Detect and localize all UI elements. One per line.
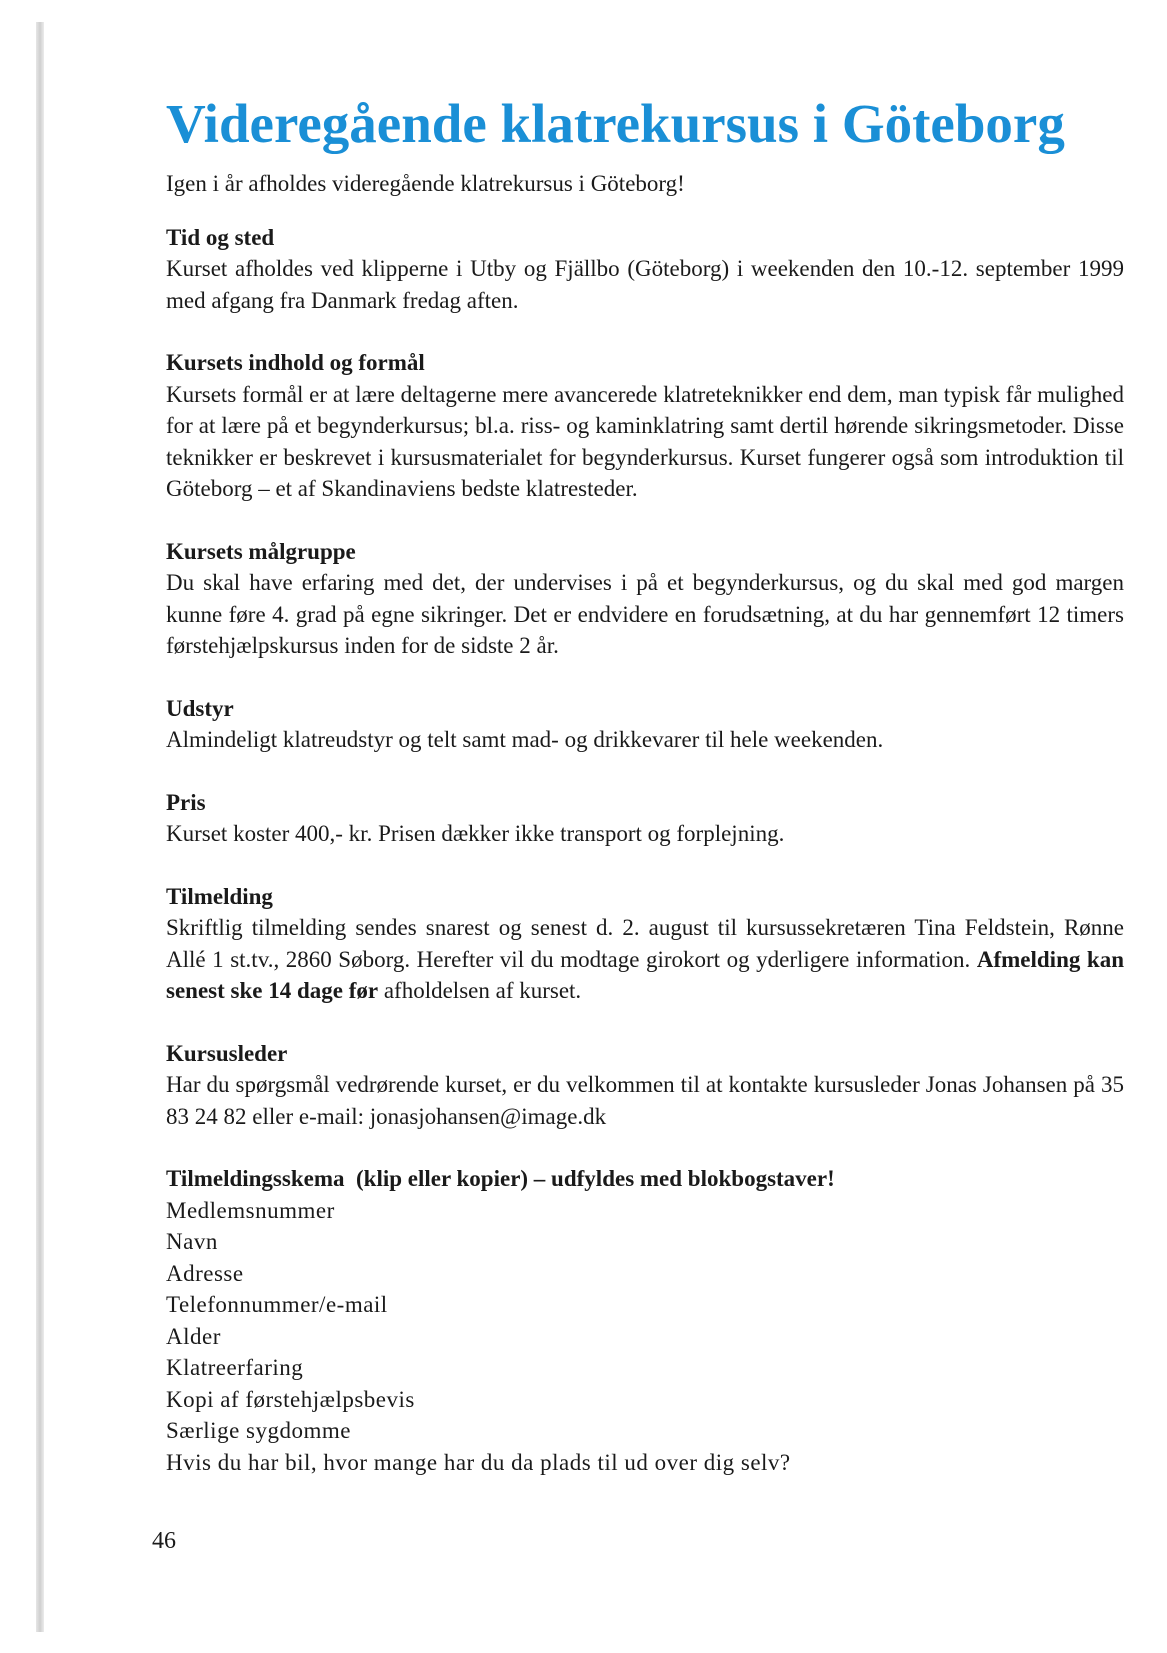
section-udstyr: [166, 693, 1124, 756]
form-field-foerstehjaelpsbevis: Kopi af førstehjælpsbevis: [166, 1386, 415, 1412]
section-body: Du skal have erfaring med det, der undervises i på et begynderkursus, og du skal med god margen kunne føre 4. grad på egne sikringer. Det er endvidere en forudsætning, at du har gennemført 12 timers førstehjælpskursus inden for de sidste 2 år.: [166, 570, 1124, 658]
signup-form: [166, 1163, 1124, 1478]
page-gutter: [36, 22, 44, 1632]
form-field-bil-pladser: Hvis du har bil, hvor mange har du da plads til ud over dig selv?: [166, 1449, 791, 1475]
section-heading: Pris: [166, 789, 206, 815]
section-pris: [166, 787, 1124, 850]
form-field-saerlige-sygdomme: Særlige sygdomme: [166, 1418, 351, 1443]
intro-text: Igen i år afholdes videregående klatrekursus i Göteborg!: [166, 171, 685, 196]
section-tid-og-sted: [166, 222, 1124, 317]
afmelding-bold-text: Afmelding kan senest ske 14 dage før: [166, 946, 1124, 1003]
page-title: Videregående klatrekursus i Göteborg: [166, 93, 1065, 154]
section-heading: Udstyr: [166, 695, 234, 721]
tilmelding-text: Skriftlig tilmelding sendes snarest og senest d. 2. august til kursussekretæren Tina Feldstein, Rønne Allé 1 st.tv., 2860 Søborg. Herefter vil du modtage girokort og yderligere information.: [166, 915, 1124, 972]
section-indhold-og-formaal: [166, 347, 1124, 505]
document-page: [166, 90, 1124, 1478]
form-field-list: [166, 1195, 1124, 1479]
tilmelding-text-end: afholdelsen af kurset.: [383, 978, 582, 1003]
form-field-navn: Navn: [166, 1229, 218, 1254]
section-heading: Kursusleder: [166, 1040, 288, 1066]
section-heading: Kursets indhold og formål: [166, 350, 425, 375]
section-body: Kurset afholdes ved klipperne i Utby og Fjällbo (Göteborg) i weekenden den 10.-12. september 1999 med afgang fra Danmark fredag aften.: [166, 256, 1124, 313]
section-body: Kursets formål er at lære deltagerne mere avancerede klatreteknikker end dem, man typisk får mulighed for at lære på et begynderkursus; bl.a. riss- og kaminklatring samt dertil hørende sikringsmetoder. Disse teknikker er beskrevet i kursusmaterialet for begynderkursus. Kurset fungerer også som introduktion til Göteborg – et af Skandinaviens bedste klatresteder.: [166, 381, 1124, 501]
section-heading: Tilmelding: [166, 883, 273, 909]
form-heading: Tilmeldingsskema (klip eller kopier) – udfyldes med blokbogstaver!: [166, 1166, 835, 1191]
section-body: Almindeligt klatreudstyr og telt samt mad- og drikkevarer til hele weekenden.: [166, 727, 884, 752]
section-heading: Tid og sted: [166, 224, 275, 250]
section-body: Kurset koster 400,- kr. Prisen dækker ikke transport og forplejning.: [166, 821, 785, 846]
form-field-telefon-email: Telefonnummer/e-mail: [166, 1292, 388, 1317]
section-kursusleder: [166, 1038, 1124, 1133]
form-field-klatreerfaring: Klatreerfaring: [166, 1355, 304, 1380]
section-body: Har du spørgsmål vedrørende kurset, er du velkommen til at kontakte kursusleder Jonas Johansen på 35 83 24 82 eller e-mail: jonasjohansen@image.dk: [166, 1072, 1124, 1129]
section-tilmelding: [166, 881, 1124, 1007]
section-body: [166, 912, 1124, 1007]
section-maalgruppe: [166, 536, 1124, 662]
form-field-medlemsnummer: Medlemsnummer: [166, 1197, 335, 1223]
section-heading: Kursets målgruppe: [166, 538, 356, 564]
form-field-alder: Alder: [166, 1323, 221, 1349]
form-field-adresse: Adresse: [166, 1260, 244, 1286]
page-number: 46: [152, 1528, 176, 1554]
